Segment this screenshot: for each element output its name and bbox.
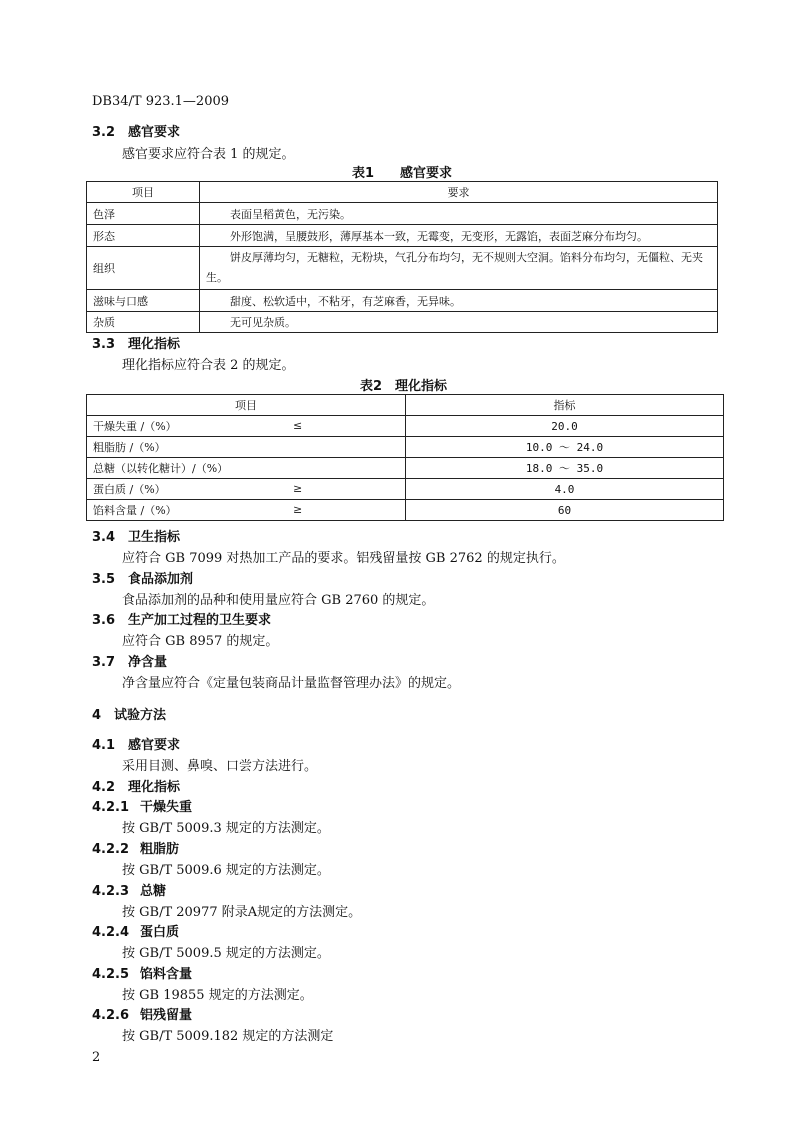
item-label: 馅料含量 /（%） (93, 504, 177, 517)
section-4-2-1-text: 按 GB/T 5009.3 规定的方法测定。 (122, 821, 330, 836)
table-cell-item: 滋味与口感 (87, 290, 200, 312)
table1-caption: 表1 感官要求 (352, 166, 453, 181)
section-title: 总糖 (140, 884, 167, 899)
table-cell-item (87, 479, 406, 500)
comparison-symbol: ≥ (293, 482, 303, 495)
section-3-6-text: 应符合 GB 8957 的规定。 (122, 634, 279, 649)
item-label: 总糖（以转化糖计）/（%） (93, 462, 229, 475)
table-header-row (87, 395, 724, 416)
section-4-2-1-heading (92, 796, 192, 815)
table-row (87, 416, 724, 437)
table-row (87, 437, 724, 458)
section-number: 3.6 (92, 613, 116, 628)
section-4-2-2-text: 按 GB/T 5009.6 规定的方法测定。 (122, 863, 330, 878)
section-title: 卫生指标 (128, 530, 181, 545)
section-4-2-4-heading (92, 921, 179, 940)
section-number: 3.7 (92, 655, 116, 670)
table-cell-item (87, 500, 406, 521)
section-4-2-2-heading (92, 838, 179, 857)
table-cell-item: 色泽 (87, 203, 200, 225)
table-cell-value: 4.0 (406, 479, 724, 500)
section-3-2-text: 感官要求应符合表 1 的规定。 (122, 147, 295, 162)
table-row (87, 458, 724, 479)
section-number: 4.2.4 (92, 925, 130, 940)
table-row (87, 500, 724, 521)
table-header-cell: 项目 (87, 182, 200, 203)
section-number: 4 (92, 708, 102, 723)
section-4-2-heading (92, 776, 180, 795)
table-header-cell: 指标 (406, 395, 724, 416)
table-row (87, 225, 718, 247)
table-cell-item (87, 437, 406, 458)
section-title: 粗脂肪 (140, 842, 180, 857)
item-label: 粗脂肪 /（%） (93, 441, 166, 454)
table-cell-value: 60 (406, 500, 724, 521)
section-3-7-text: 净含量应符合《定量包装商品计量监督管理办法》的规定。 (122, 676, 461, 691)
section-title: 感官要求 (128, 125, 181, 140)
table-row (87, 479, 724, 500)
section-3-4-heading (92, 526, 180, 545)
section-number: 3.5 (92, 572, 116, 587)
section-number: 4.2.5 (92, 967, 130, 982)
section-4-2-5-text: 按 GB 19855 规定的方法测定。 (122, 988, 313, 1003)
section-4-1-text: 采用目测、鼻嗅、口尝方法进行。 (122, 759, 318, 774)
section-4-1-heading (92, 734, 180, 753)
table-cell-req: 外形饱满，呈腰鼓形，薄厚基本一致，无霉变，无变形，无露馅，表面芝麻分布均匀。 (200, 225, 718, 247)
section-title: 生产加工过程的卫生要求 (128, 613, 272, 628)
section-title: 理化指标 (128, 337, 181, 352)
section-number: 4.2.6 (92, 1008, 130, 1023)
table-row (87, 290, 718, 312)
table-1-sensory (86, 181, 718, 333)
document-header: DB34/T 923.1—2009 (92, 94, 230, 109)
section-4-heading (92, 704, 166, 723)
table-cell-item (87, 458, 406, 479)
section-title: 净含量 (128, 655, 168, 670)
table-cell-item: 形态 (87, 225, 200, 247)
section-3-7-heading (92, 651, 167, 670)
section-4-2-4-text: 按 GB/T 5009.5 规定的方法测定。 (122, 946, 330, 961)
section-4-2-5-heading (92, 963, 192, 982)
section-4-2-3-heading (92, 880, 166, 899)
section-title: 理化指标 (128, 780, 181, 795)
section-3-2-heading (92, 121, 180, 140)
section-number: 4.1 (92, 738, 116, 753)
table-row (87, 203, 718, 225)
section-3-6-heading (92, 609, 271, 628)
section-number: 4.2.3 (92, 884, 130, 899)
section-number: 3.4 (92, 530, 116, 545)
table-cell-req: 甜度、松软适中，不粘牙，有芝麻香，无异味。 (200, 290, 718, 312)
item-label: 蛋白质 /（%） (93, 483, 166, 496)
page-number: 2 (92, 1050, 101, 1065)
item-label: 干燥失重 /（%） (93, 420, 177, 433)
table-cell-req: 饼皮厚薄均匀，无糖粒，无粉块，气孔分布均匀，无不规则大空洞。馅料分布均匀，无僵粒、无夹生。 (200, 247, 718, 290)
table-cell-value: 10.0 ～ 24.0 (406, 437, 724, 458)
section-3-4-text: 应符合 GB 7099 对热加工产品的要求。铝残留量按 GB 2762 的规定执行。 (122, 551, 565, 566)
section-4-2-6-text: 按 GB/T 5009.182 规定的方法测定 (122, 1029, 334, 1044)
section-number: 3.3 (92, 337, 116, 352)
section-title: 干燥失重 (140, 800, 193, 815)
section-title: 试验方法 (114, 708, 167, 723)
section-title: 感官要求 (128, 738, 181, 753)
table-2-physicochemical (86, 394, 724, 521)
table-header-cell: 项目 (87, 395, 406, 416)
table-row (87, 312, 718, 333)
table-cell-item: 组织 (87, 247, 200, 290)
section-4-2-3-text: 按 GB/T 20977 附录A规定的方法测定。 (122, 905, 362, 920)
section-number: 4.2 (92, 780, 116, 795)
table-cell-item: 杂质 (87, 312, 200, 333)
table-cell-value: 18.0 ～ 35.0 (406, 458, 724, 479)
section-number: 4.2.2 (92, 842, 130, 857)
section-4-2-6-heading (92, 1004, 192, 1023)
comparison-symbol: ≥ (293, 503, 303, 516)
section-3-3-heading (92, 333, 180, 352)
table-cell-item (87, 416, 406, 437)
comparison-symbol: ≤ (293, 419, 303, 432)
section-title: 铝残留量 (140, 1008, 193, 1023)
section-title: 食品添加剂 (128, 572, 194, 587)
section-3-5-text: 食品添加剂的品种和使用量应符合 GB 2760 的规定。 (122, 593, 435, 608)
section-number: 4.2.1 (92, 800, 130, 815)
table-header-row (87, 182, 718, 203)
table-row (87, 247, 718, 290)
table2-caption: 表2 理化指标 (360, 379, 448, 394)
table-cell-req: 无可见杂质。 (200, 312, 718, 333)
section-number: 3.2 (92, 125, 116, 140)
table-cell-value: 20.0 (406, 416, 724, 437)
section-title: 蛋白质 (140, 925, 180, 940)
table-header-cell: 要求 (200, 182, 718, 203)
section-title: 馅料含量 (140, 967, 193, 982)
section-3-5-heading (92, 568, 193, 587)
table-cell-req: 表面呈稻黄色，无污染。 (200, 203, 718, 225)
section-3-3-text: 理化指标应符合表 2 的规定。 (122, 358, 295, 373)
